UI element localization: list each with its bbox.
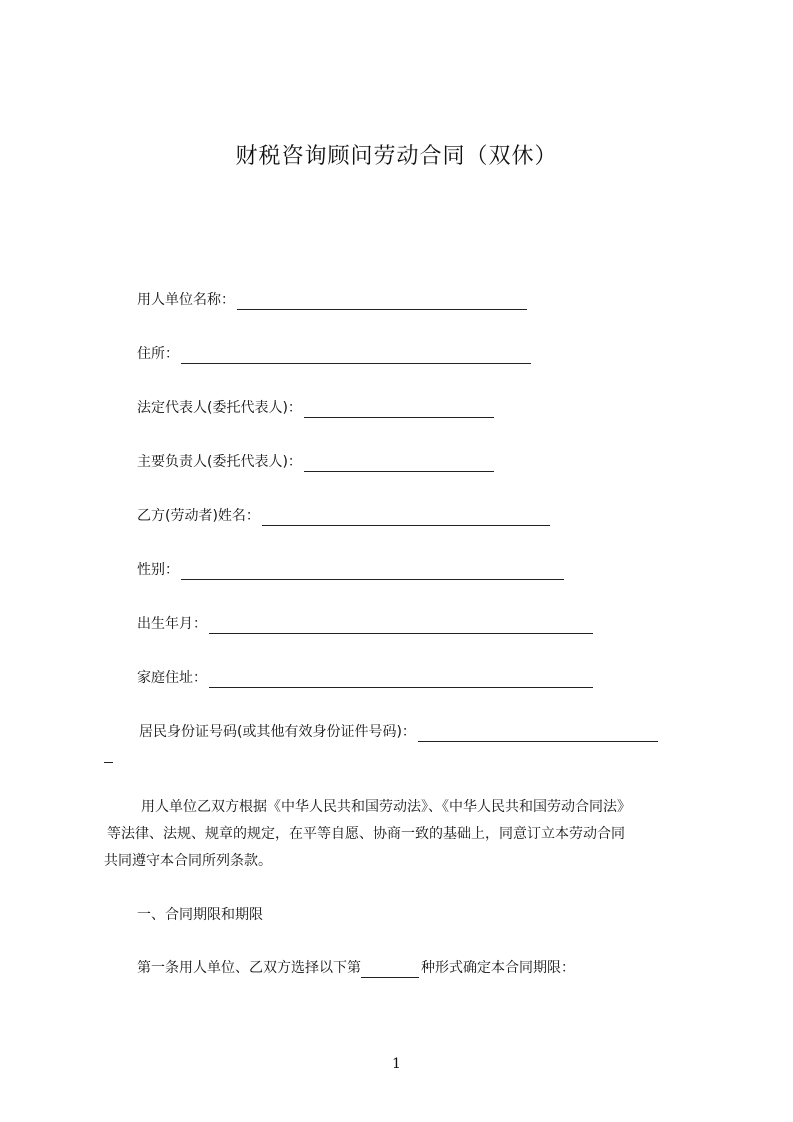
section-heading: 一、合同期限和期限	[137, 907, 263, 923]
article-text: 种形式确定本合同期限：	[421, 960, 575, 976]
blank-line-continuation	[104, 762, 113, 763]
field-label: 用人单位名称：	[137, 292, 235, 308]
field-label: 出生年月：	[137, 616, 207, 632]
page-number: 1	[392, 1056, 401, 1072]
field-home-address	[137, 668, 593, 688]
blank-line[interactable]	[304, 402, 494, 418]
blank-line[interactable]	[237, 294, 527, 310]
blank-line[interactable]	[418, 726, 658, 742]
intro-line: 等法律、法规、规章的规定，在平等自愿、协商一致的基础上，同意订立本劳动合同	[107, 826, 625, 842]
field-employer-name	[137, 290, 527, 310]
article-text: 第一条用人单位、乙双方选择以下第	[137, 960, 361, 976]
field-label: 性别：	[137, 562, 179, 578]
field-label: 家庭住址：	[137, 670, 207, 686]
blank-line[interactable]	[361, 962, 419, 978]
field-address	[137, 344, 531, 364]
document-title: 财税咨询顾问劳动合同（双休）	[235, 144, 558, 169]
field-employee-name	[137, 506, 550, 526]
field-gender	[137, 560, 564, 580]
field-label: 乙方(劳动者)姓名：	[137, 508, 260, 524]
blank-line[interactable]	[181, 564, 564, 580]
field-id-number	[139, 722, 658, 742]
blank-line[interactable]	[209, 618, 593, 634]
field-label: 主要负责人(委托代表人)：	[137, 454, 302, 470]
intro-line: 用人单位乙双方根据《中华人民共和国劳动法》、《中华人民共和国劳动合同法》	[141, 799, 631, 815]
blank-line[interactable]	[181, 348, 531, 364]
intro-line: 共同遵守本合同所列条款。	[104, 853, 272, 869]
field-principal	[137, 452, 494, 472]
field-legal-representative	[137, 398, 494, 418]
intro-paragraph	[104, 794, 704, 875]
field-label: 居民身份证号码(或其他有效身份证件号码)：	[139, 724, 416, 740]
field-label: 住所：	[137, 346, 179, 362]
blank-line[interactable]	[209, 672, 593, 688]
blank-line[interactable]	[304, 456, 494, 472]
field-birth-date	[137, 614, 593, 634]
blank-line[interactable]	[262, 510, 550, 526]
field-label: 法定代表人(委托代表人)：	[137, 400, 302, 416]
article-1	[137, 958, 575, 978]
